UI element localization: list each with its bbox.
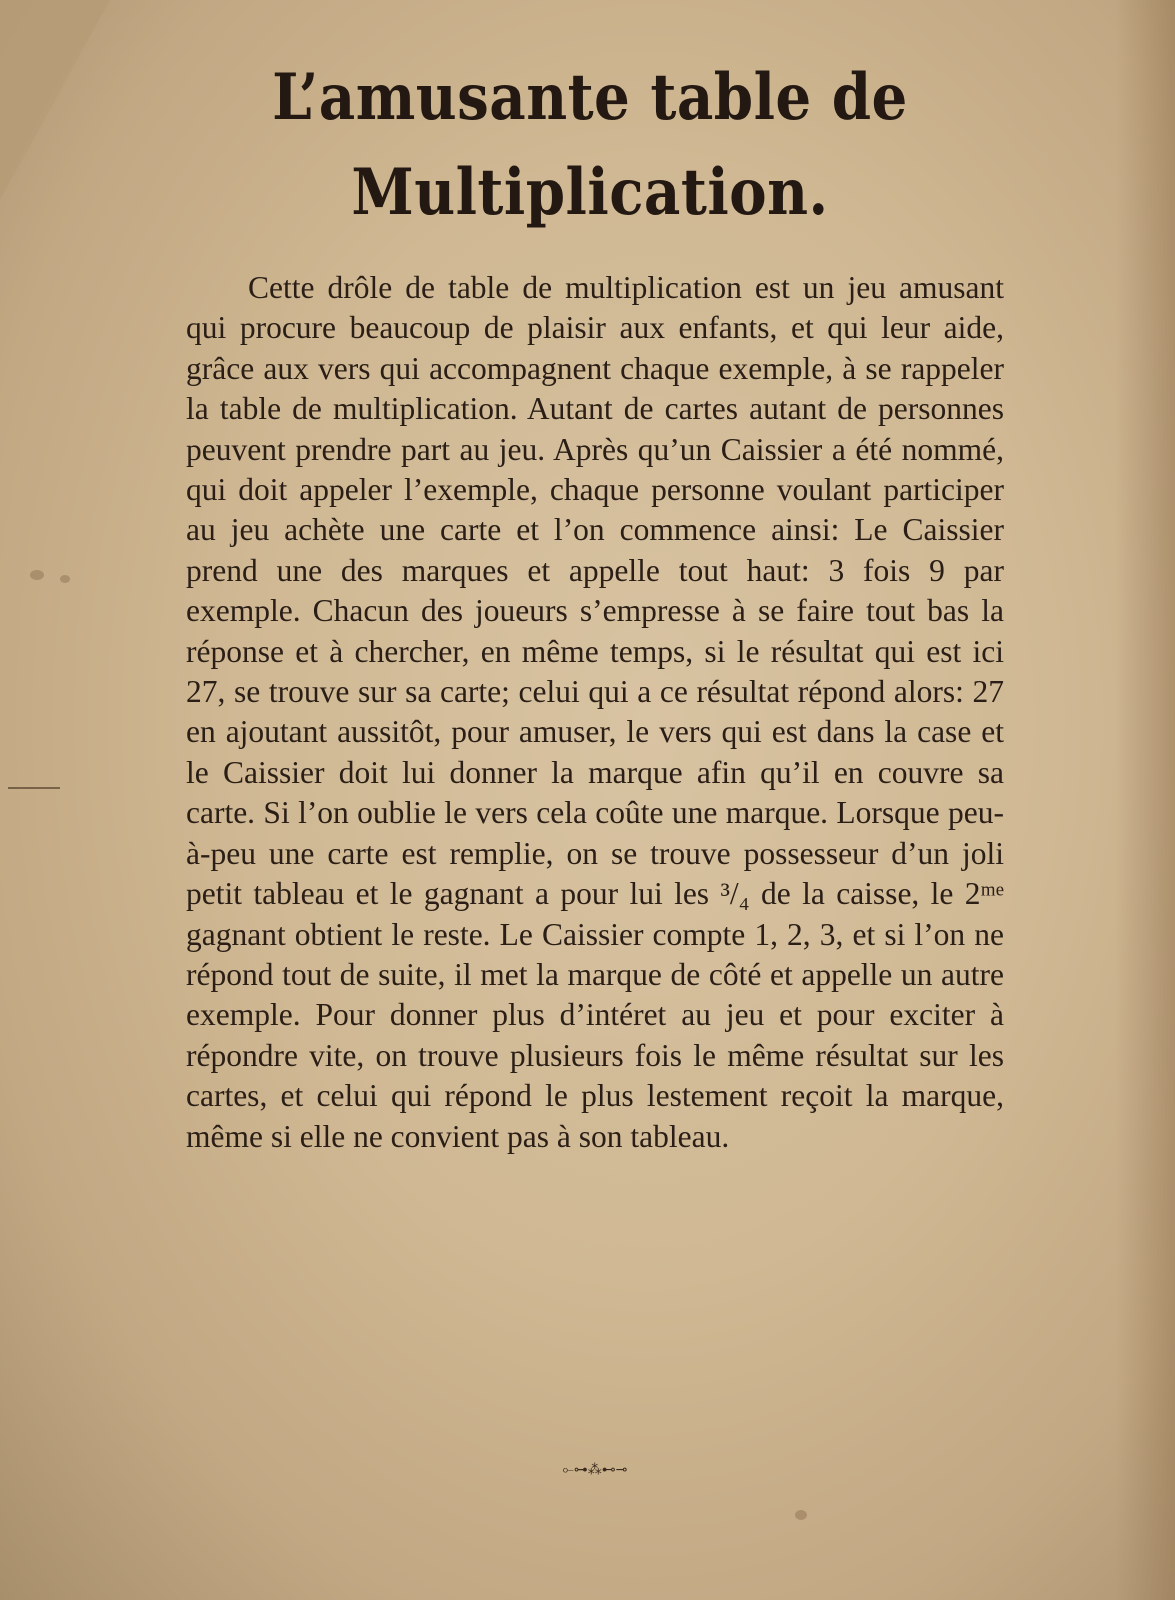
torn-corner [0, 0, 110, 200]
stain-mark [60, 575, 70, 583]
page-edge-shadow [1115, 0, 1175, 1600]
page-title [229, 50, 951, 240]
stain-mark [30, 570, 44, 580]
title-line-1: L’amusante table de [272, 60, 908, 135]
ornament-divider: ⟜⊶⁂⊷⊸ [562, 1462, 628, 1478]
body-paragraph: Cette drôle de table de multiplication est un jeu amusant qui procure beaucoup de plaisir aux enfants, et qui leur aide, grâce aux vers qui accompagnent chaque exemple, à se rappeler la table de multiplication. Autant de cartes autant de personnes peuvent prendre part au jeu. Après qu’un Caissier a été nommé, qui doit appeler l’exemple, chaque personne voulant participer au jeu achète une carte et l’on commence ainsi: Le Caissier prend une des marques et appelle tout haut: 3 fois 9 par exemple. Chacun des joueurs s’empresse à se faire tout bas la réponse et à chercher, en même temps, si le résultat qui est ici 27, se trouve sur sa carte; celui qui a ce résultat répond alors: 27 en ajoutant aussitôt, pour amuser, le vers qui est dans la case et le Caissier doit lui donner la marque afin qu’il en couvre sa carte. Si l’on oublie le vers cela coûte une marque. Lorsque peu-à-peu une carte est remplie, on se trouve possesseur d’un joli petit tableau et le gagnant a pour lui les ³/₄ de la caisse, le 2ᵐᵉ gagnant obtient le reste. Le Caissier compte 1, 2, 3, et si l’on ne répond tout de suite, il met la marque de côté et appelle un autre exemple. Pour donner plus d’intéret au jeu et pour exciter à répondre vite, on trouve plusieurs fois le même résultat sur les cartes, et celui qui répond le plus lestement reçoit la marque, même si elle ne convient pas à son tableau. [186, 270, 1004, 1154]
stain-mark [795, 1510, 807, 1520]
title-line-2: Multiplication. [351, 155, 829, 230]
margin-mark [8, 787, 60, 789]
